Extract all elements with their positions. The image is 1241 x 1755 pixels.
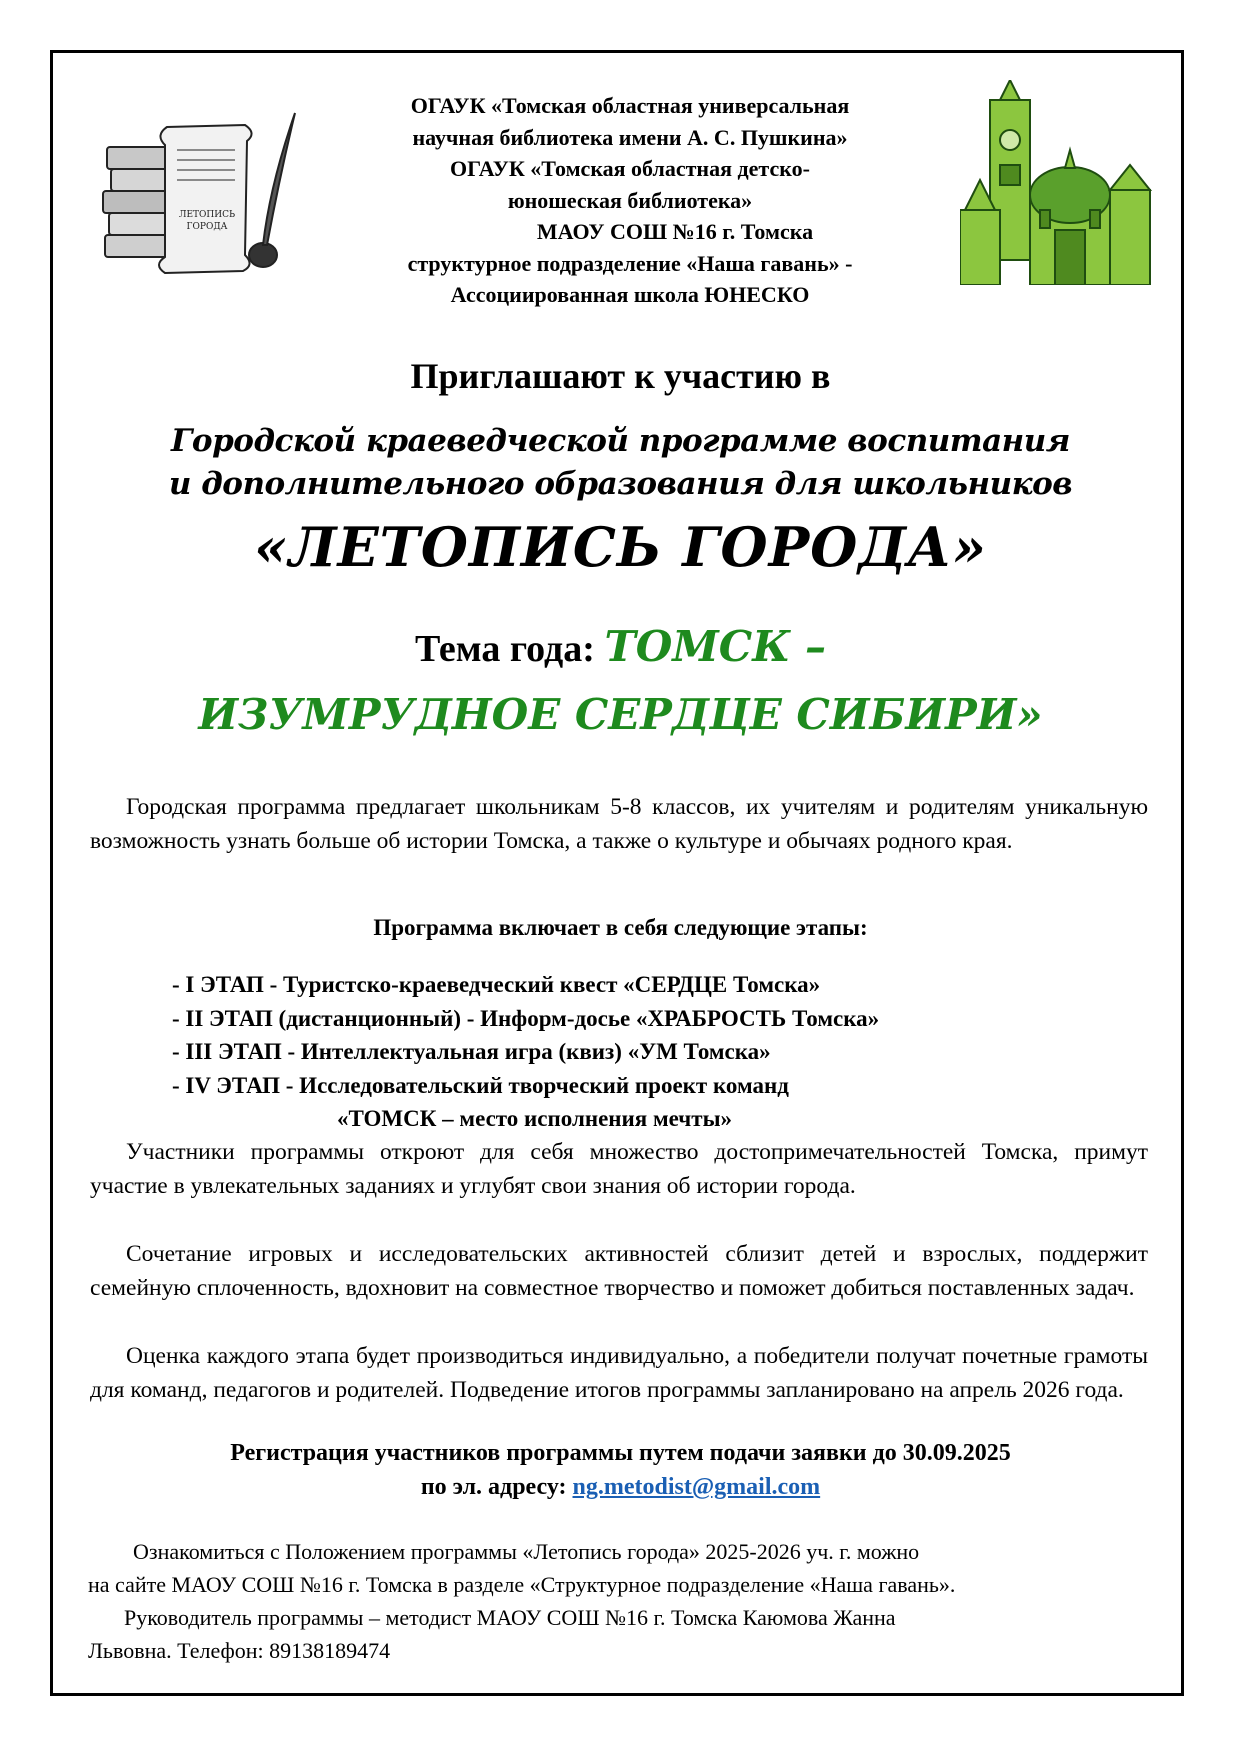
stage-item-continuation: «ТОМСК – место исполнения мечты» (337, 1106, 733, 1131)
stages-list (172, 968, 879, 1136)
books-scroll-logo (95, 105, 305, 280)
program-description (0, 420, 1241, 506)
header-line: Ассоциированная школа ЮНЕСКО (450, 282, 810, 307)
footer-line: Ознакомиться с Положением программы «Летопись города» 2025-2026 уч. г. можно (133, 1539, 920, 1564)
footer-line: Руководитель программы – методист МАОУ СОШ №16 г. Томска Каюмова Жанна (124, 1605, 896, 1630)
theme-line-1 (0, 622, 1241, 671)
stage-item: - I ЭТАП - Туристско-краеведческий квест «СЕРДЦЕ Томска» (172, 972, 821, 997)
program-line: Городской краеведческой программе воспитания (171, 423, 1070, 459)
paragraph-activities: Сочетание игровых и исследовательских активностей сблизит детей и взрослых, поддержит семейную сплоченность, вдохновит на совместное творчество и поможет добиться поставленных задач. (90, 1241, 1148, 1301)
header-line: МАОУ СОШ №16 г. Томска (536, 219, 814, 244)
header-line: ОГАУК «Томская областная универсальная (410, 93, 850, 118)
logo-text-1: ЛЕТОПИСЬ (178, 210, 236, 220)
organizers-header (330, 90, 930, 311)
theme-text-1: ТОМСК – (604, 622, 827, 671)
header-line: структурное подразделение «Наша гавань» - (407, 250, 853, 276)
email-link[interactable]: ng.metodist@gmail.com (572, 1474, 821, 1500)
theme-text-2: ИЗУМРУДНОЕ СЕРДЦЕ СИБИРИ» (198, 690, 1043, 739)
stage-item: - IV ЭТАП - Исследовательский творческий проект команд (172, 1072, 789, 1098)
invite-heading: Приглашают к участию в (410, 356, 831, 396)
header-line: ОГАУК «Томская областная детско- (450, 156, 810, 181)
registration-email-line (0, 1474, 1241, 1501)
stage-item: - II ЭТАП (дистанционный) - Информ-досье «ХРАБРОСТЬ Томска» (172, 1005, 880, 1031)
header-line: юношеская библиотека» (507, 187, 753, 213)
logo-text-2: ГОРОДА (186, 222, 228, 232)
email-label: по эл. адресу: (420, 1474, 567, 1500)
header-line: научная библиотека имени А. С. Пушкина» (412, 124, 848, 150)
stages-heading: Программа включает в себя следующие этапы: (373, 915, 868, 940)
registration-line: Регистрация участников программы путем подачи заявки до 30.09.2025 (230, 1440, 1011, 1466)
stage-item: - III ЭТАП - Интеллектуальная игра (квиз) «УМ Томска» (172, 1039, 771, 1064)
emerald-castle-image (960, 80, 1160, 285)
program-title: «ЛЕТОПИСЬ ГОРОДА» (254, 515, 987, 579)
footer-info (88, 1535, 1168, 1667)
paragraph-participants: Участники программы откроют для себя множество достопримечательностей Томска, примут участие в увлекательных заданиях и углубят свои знания об истории города. (90, 1139, 1148, 1199)
paragraph-evaluation: Оценка каждого этапа будет производиться индивидуально, а победители получат почетные грамоты для команд, педагогов и родителей. Подведение итогов программы запланировано на апрель 2026 года. (90, 1343, 1148, 1403)
intro-paragraph: Городская программа предлагает школьникам 5-8 классов, их учителям и родителям уникальную возможность узнать больше об истории Томска, а также о культуре и обычаях родного края. (90, 794, 1148, 854)
theme-label: Тема года: (414, 628, 595, 670)
footer-line: Львовна. Телефон: 89138189474 (88, 1638, 391, 1663)
program-line: и дополнительного образования для школьников (168, 466, 1073, 502)
footer-line: на сайте МАОУ СОШ №16 г. Томска в разделе «Структурное подразделение «Наша гавань». (88, 1572, 956, 1597)
